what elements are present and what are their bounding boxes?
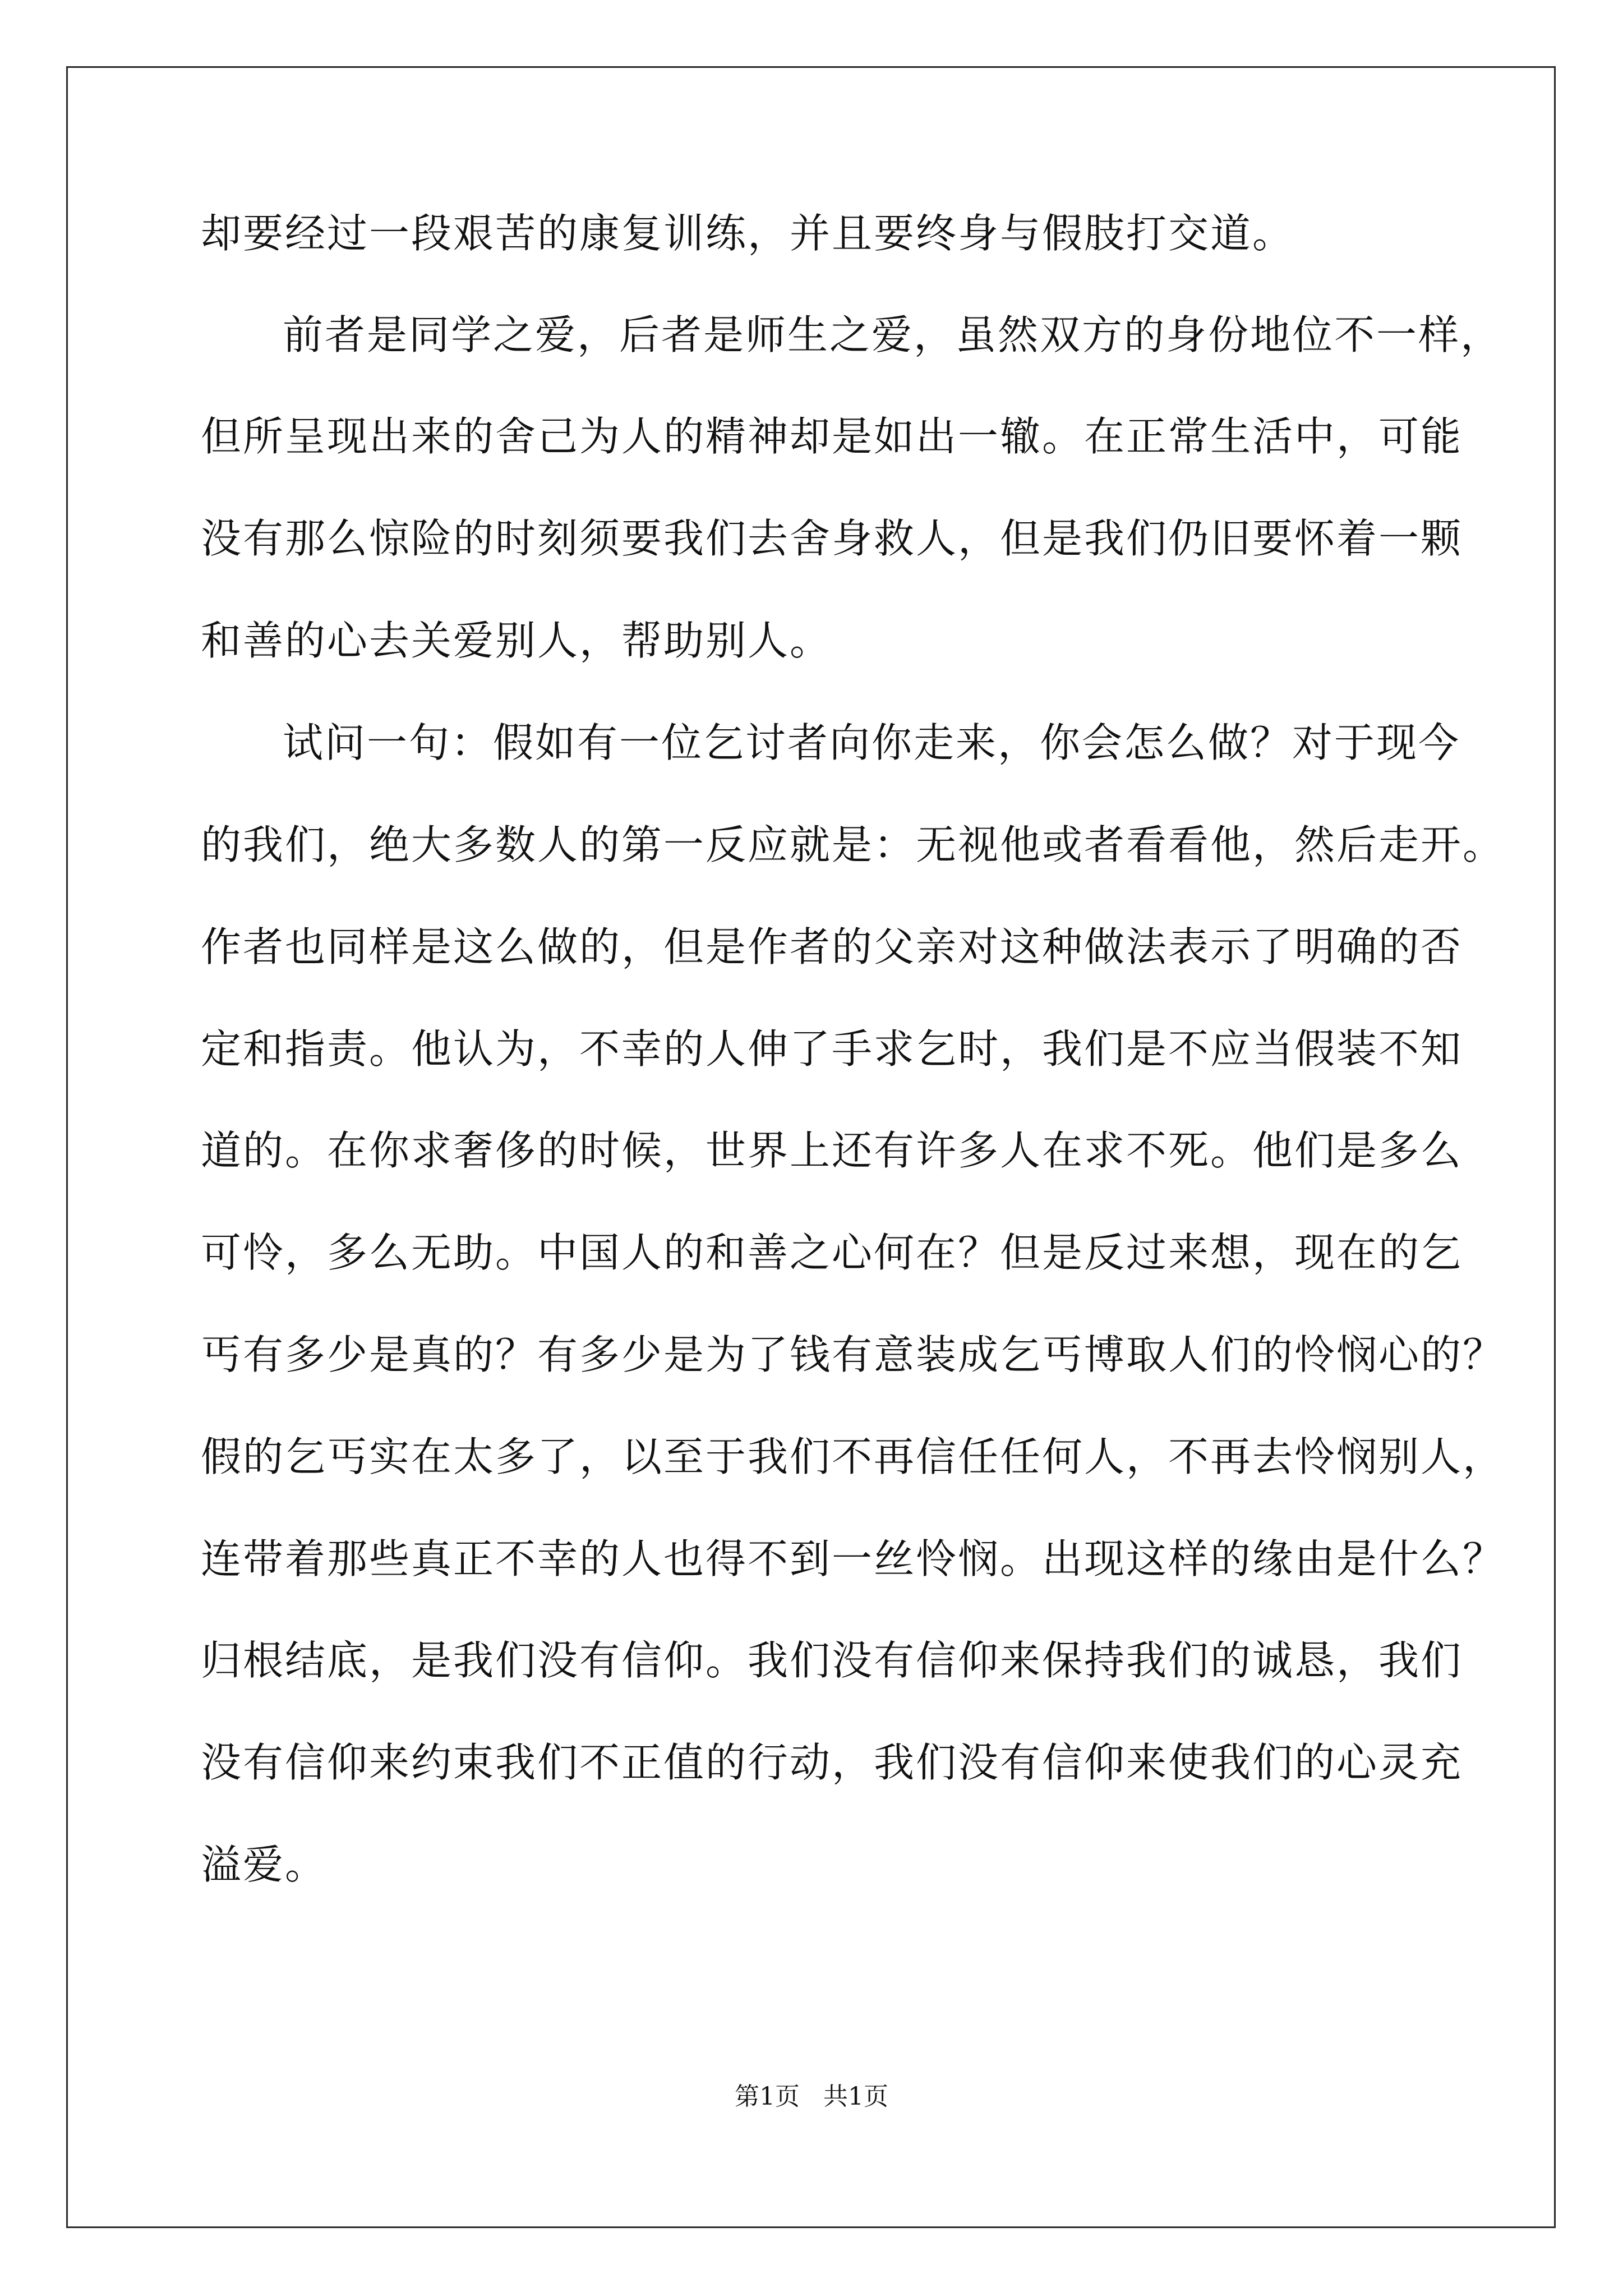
text-line: 可怜，多么无助。中国人的和善之心何在？但是反过来想，现在的乞 <box>201 1229 1463 1276</box>
text-line: 归根结底，是我们没有信仰。我们没有信仰来保持我们的诚恳，我们 <box>201 1637 1463 1684</box>
text-line: 作者也同样是这么做的，但是作者的父亲对这种做法表示了明确的否 <box>201 923 1463 970</box>
text-line: 丐有多少是真的？有多少是为了钱有意装成乞丐博取人们的怜悯心的？ <box>201 1331 1505 1378</box>
text-line: 和善的心去关爱别人，帮助别人。 <box>201 617 832 664</box>
text-line: 没有那么惊险的时刻须要我们去舍身救人，但是我们仍旧要怀着一颗 <box>201 515 1463 562</box>
page-number-footer: 第1页 共1页 <box>735 2082 888 2111</box>
text-line: 道的。在你求奢侈的时候，世界上还有许多人在求不死。他们是多么 <box>201 1127 1463 1174</box>
text-line: 溢爱。 <box>201 1841 328 1888</box>
paragraph-start-line: 试问一句：假如有一位乞讨者向你走来，你会怎么做？对于现今 <box>283 719 1461 766</box>
text-line: 定和指责。他认为，不幸的人伸了手求乞时，我们是不应当假装不知 <box>201 1025 1463 1073</box>
paragraph-start-line: 前者是同学之爱，后者是师生之爱，虽然双方的身份地位不一样， <box>283 311 1503 358</box>
text-line: 却要经过一段艰苦的康复训练，并且要终身与假肢打交道。 <box>201 210 1295 257</box>
text-line: 没有信仰来约束我们不正值的行动，我们没有信仰来使我们的心灵充 <box>201 1739 1463 1786</box>
text-line: 但所呈现出来的舍己为人的精神却是如出一辙。在正常生活中，可能 <box>201 413 1463 460</box>
text-line: 连带着那些真正不幸的人也得不到一丝怜悯。出现这样的缘由是什么？ <box>201 1535 1505 1582</box>
text-line: 的我们，绝大多数人的第一反应就是：无视他或者看看他，然后走开。 <box>201 821 1505 868</box>
text-line: 假的乞丐实在太多了，以至于我们不再信任任何人，不再去怜悯别人， <box>201 1433 1505 1480</box>
